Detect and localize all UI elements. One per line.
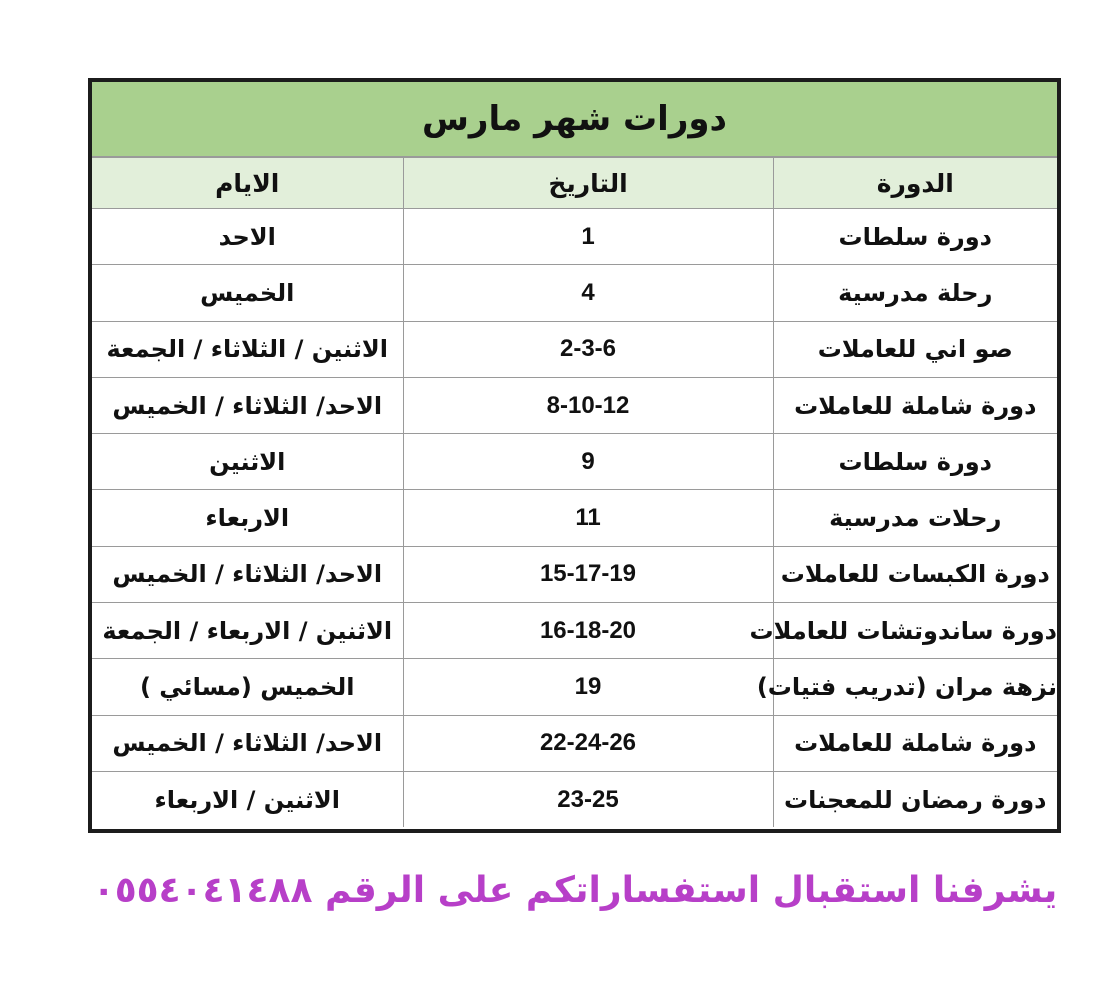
days-cell: الاحد/ الثلاثاء / الخميس <box>92 546 403 602</box>
date-cell: 9 <box>403 434 773 490</box>
course-cell: دورة شاملة للعاملات <box>773 715 1057 771</box>
course-cell: صو اني للعاملات <box>773 321 1057 377</box>
date-cell: 19 <box>403 659 773 715</box>
table-title: دورات شهر مارس <box>92 82 1057 158</box>
table-row <box>92 490 1057 546</box>
table-row <box>92 321 1057 377</box>
date-cell: 11 <box>403 490 773 546</box>
date-cell: 2-3-6 <box>403 321 773 377</box>
table-row <box>92 659 1057 715</box>
date-cell: 15-17-19 <box>403 546 773 602</box>
contact-footer: يشرفنا استقبال استفساراتكم على الرقم ٠٥٥٤٠٤١٤٨٨ <box>92 869 1058 911</box>
days-cell: الاحد/ الثلاثاء / الخميس <box>92 377 403 433</box>
date-cell: 22-24-26 <box>403 715 773 771</box>
date-cell: 1 <box>403 209 773 265</box>
course-cell: دورة سلطات <box>773 434 1057 490</box>
header-row <box>92 158 1057 209</box>
date-cell: 16-18-20 <box>403 603 773 659</box>
days-cell: الاثنين / الاربعاء / الجمعة <box>92 603 403 659</box>
days-cell: الاثنين / الاربعاء <box>92 771 403 827</box>
table-row <box>92 715 1057 771</box>
column-header-days: الايام <box>92 158 403 209</box>
course-cell: رحلة مدرسية <box>773 265 1057 321</box>
date-cell: 23-25 <box>403 771 773 827</box>
course-cell: دورة سلطات <box>773 209 1057 265</box>
table-row <box>92 377 1057 433</box>
table-row <box>92 209 1057 265</box>
column-header-date: التاريخ <box>403 158 773 209</box>
date-cell: 8-10-12 <box>403 377 773 433</box>
days-cell: الاثنين <box>92 434 403 490</box>
days-cell: الخميس (مسائي ) <box>92 659 403 715</box>
days-cell: الاحد/ الثلاثاء / الخميس <box>92 715 403 771</box>
schedule-grid <box>92 158 1057 827</box>
days-cell: الخميس <box>92 265 403 321</box>
date-cell: 4 <box>403 265 773 321</box>
course-cell: دورة الكبسات للعاملات <box>773 546 1057 602</box>
course-cell: دورة شاملة للعاملات <box>773 377 1057 433</box>
course-cell: رحلات مدرسية <box>773 490 1057 546</box>
course-cell: دورة ساندوتشات للعاملات <box>773 603 1057 659</box>
column-header-course: الدورة <box>773 158 1057 209</box>
table-row <box>92 434 1057 490</box>
table-row <box>92 603 1057 659</box>
course-cell: نزهة مران (تدريب فتيات) <box>773 659 1057 715</box>
table-row <box>92 546 1057 602</box>
schedule-table <box>88 78 1061 833</box>
table-row <box>92 771 1057 827</box>
days-cell: الاحد <box>92 209 403 265</box>
table-row <box>92 265 1057 321</box>
days-cell: الاربعاء <box>92 490 403 546</box>
course-cell: دورة رمضان للمعجنات <box>773 771 1057 827</box>
days-cell: الاثنين / الثلاثاء / الجمعة <box>92 321 403 377</box>
